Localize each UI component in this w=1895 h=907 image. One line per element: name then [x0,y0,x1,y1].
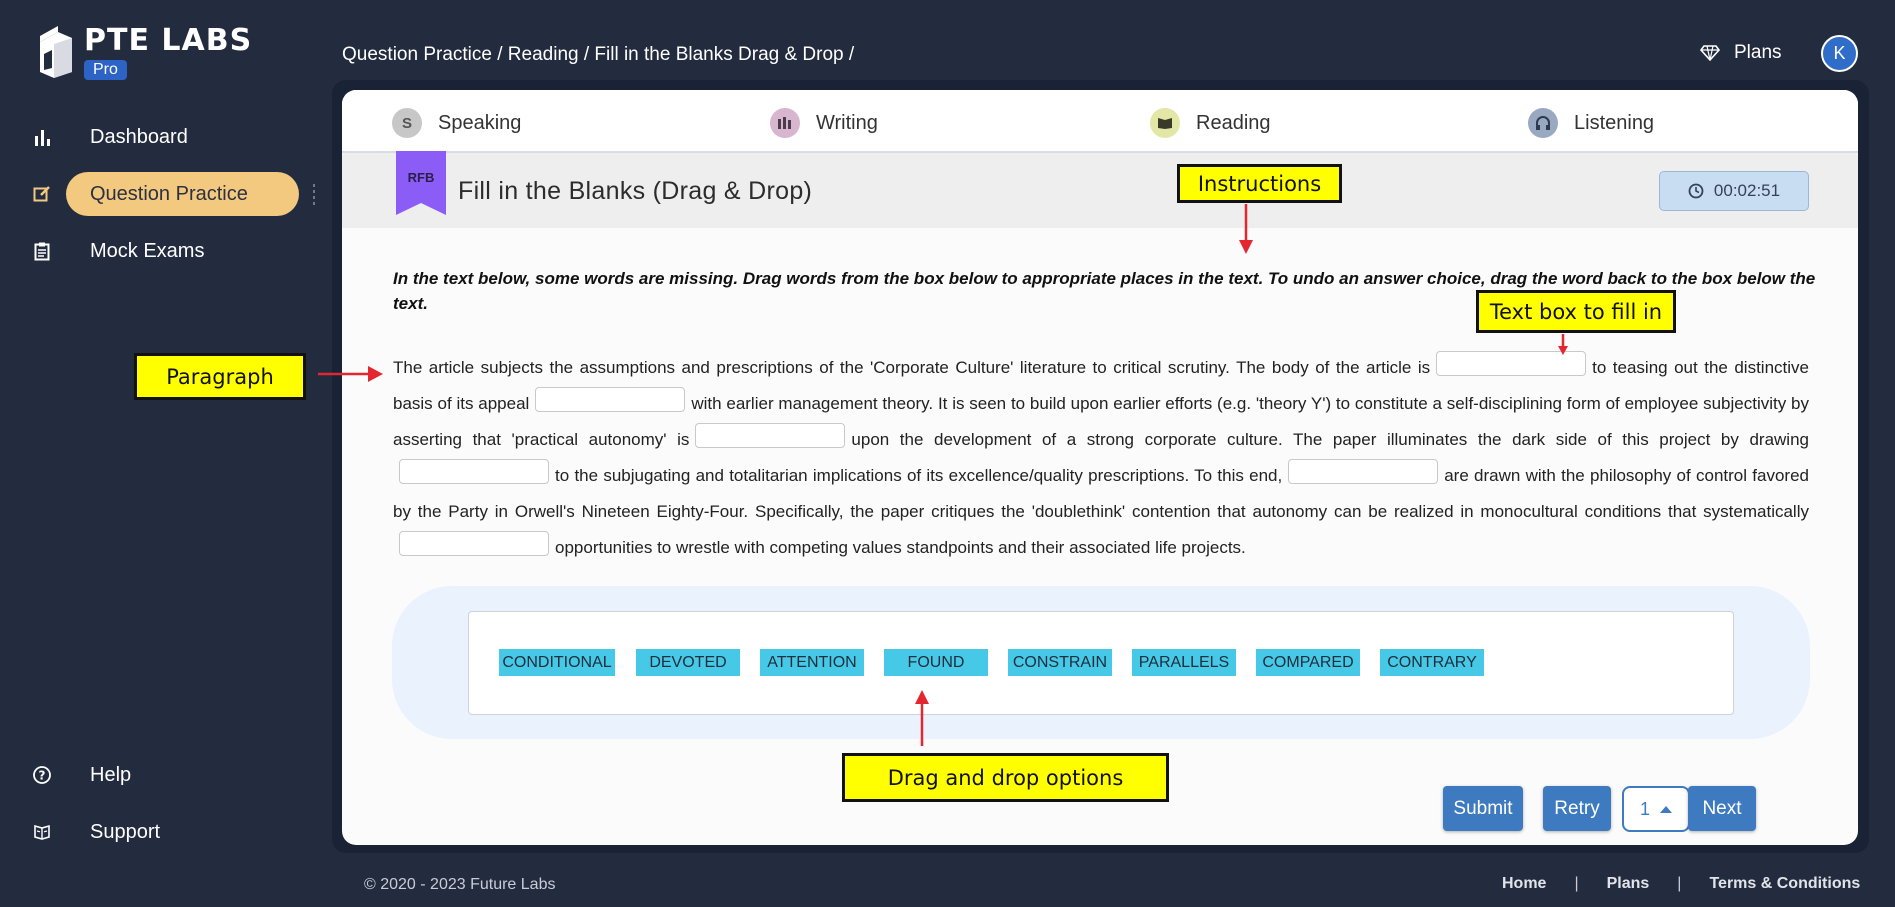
footer-separator: | [1574,875,1579,892]
tab-reading[interactable] [1150,108,1271,138]
annotation-paragraph: Paragraph [134,353,306,400]
reading-icon [1150,108,1180,138]
option-chip[interactable]: COMPARED [1256,649,1360,676]
footer-separator: | [1677,875,1682,892]
timer [1659,171,1809,211]
caret-up-icon [1660,806,1672,813]
options-box[interactable] [468,611,1734,715]
option-chip[interactable]: CONSTRAIN [1008,649,1112,676]
paragraph-segment: upon the development of a strong corporate culture. The paper illuminates the dark side of this project by drawing [851,430,1809,449]
avatar[interactable]: K [1821,35,1858,72]
svg-text:?: ? [38,768,46,783]
ribbon-badge [396,151,446,223]
footer-link-terms[interactable]: Terms & Conditions [1709,875,1861,892]
edit-icon [32,184,52,204]
tab-listening[interactable] [1528,108,1654,138]
tab-label: Reading [1196,111,1271,134]
copyright: © 2020 - 2023 Future Labs [364,876,556,893]
help-icon [32,765,52,785]
option-chip[interactable]: ATTENTION [760,649,864,676]
question-title-bar [342,155,1858,228]
logo-icon [38,24,74,80]
svg-text:RFB: RFB [407,170,435,185]
writing-icon [770,108,800,138]
sidebar-item-label: Help [90,763,132,786]
question-card [342,90,1858,845]
timer-value: 00:02:51 [1713,181,1781,200]
blank-3[interactable] [695,423,845,448]
tab-label: Writing [816,111,878,134]
instructions-text: In the text below, some words are missing. Drag words from the box below to appropriate places in the text. To undo an answer choice, drag the word back to the box below the text. [393,269,1816,313]
paragraph-segment: to teasing out the distinctive basis of its appeal [393,358,1809,413]
tab-writing[interactable] [770,108,878,138]
blank-2[interactable] [535,387,685,412]
tab-speaking[interactable] [392,108,521,138]
speaking-icon: S [392,108,422,138]
option-chip[interactable]: CONTRARY [1380,649,1484,676]
sidebar-item-mock-exams[interactable] [0,229,300,273]
diamond-icon [1700,45,1720,61]
footer-link-home[interactable]: Home [1502,875,1547,892]
option-chip[interactable]: CONDITIONAL [499,649,615,676]
paragraph-segment: opportunities to wrestle with competing values standpoints and their associated life projects. [555,538,1246,557]
sidebar-item-question-practice[interactable] [0,172,300,216]
annotation-instructions: Instructions [1177,164,1342,203]
blank-6[interactable] [399,531,549,556]
sidebar-item-help[interactable] [0,753,300,797]
sidebar-item-dashboard[interactable] [0,115,300,159]
tab-label: Speaking [438,111,522,134]
bar-chart-icon [32,127,52,147]
question-title: Fill in the Blanks (Drag & Drop) [458,177,813,205]
breadcrumb: Question Practice / Reading / Fill in the Blanks Drag & Drop / [342,44,855,65]
blank-4[interactable] [399,459,549,484]
retry-button[interactable]: Retry [1543,786,1611,831]
sidebar-item-label: Question Practice [90,182,248,205]
section-tabs [342,90,1858,153]
paragraph-segment: The article subjects the assumptions and prescriptions of the 'Corporate Culture' literature to critical scrutiny. The body of the article is [393,358,1431,377]
brand-badge: Pro [84,60,127,80]
option-chip[interactable]: FOUND [884,649,988,676]
reading-paragraph [393,350,1809,566]
annotation-text-box: Text box to fill in [1476,290,1676,333]
next-button[interactable]: Next [1688,786,1756,831]
page-select[interactable] [1622,786,1690,832]
brand-logo[interactable] [38,24,252,80]
brand-name: PTE LABS [84,23,253,58]
submit-button[interactable]: Submit [1443,786,1523,831]
annotation-options: Drag and drop options [842,753,1169,802]
clock-icon [1688,183,1704,199]
support-icon [32,822,52,842]
footer-link-plans[interactable]: Plans [1606,875,1650,892]
options-drop-zone [392,586,1810,739]
blank-5[interactable] [1288,459,1438,484]
plans-link[interactable] [1700,42,1782,64]
tab-label: Listening [1574,111,1655,134]
footer-links [1502,875,1860,893]
sidebar-item-label: Support [90,820,161,843]
option-chip[interactable]: DEVOTED [636,649,740,676]
sidebar-item-label: Mock Exams [90,239,205,262]
sidebar-item-support[interactable] [0,810,300,854]
option-chip[interactable]: PARALLELS [1132,649,1236,676]
paragraph-segment: with earlier management theory. It is seen to build upon earlier efforts (e.g. 'theory Y') to constitute a self-disciplining form of employee subjectivity by asserting that 'practical autonomy' is [393,394,1809,449]
plans-label: Plans [1734,42,1782,63]
paragraph-segment: to the subjugating and totalitarian implications of its excellence/quality prescriptions. To this end, [555,466,1283,485]
blank-1[interactable] [1436,351,1586,376]
page-number: 1 [1639,798,1650,819]
sidebar-item-label: Dashboard [90,125,188,148]
clipboard-icon [32,241,52,261]
headphones-icon [1528,108,1558,138]
paragraph-segment: are drawn with the philosophy of control favored by the Party in Orwell's Nineteen Eighty-Four. Specifically, the paper critiques the 'doublethink' contention that autonomy can be realized in monocultural conditions that systematically [393,466,1809,521]
